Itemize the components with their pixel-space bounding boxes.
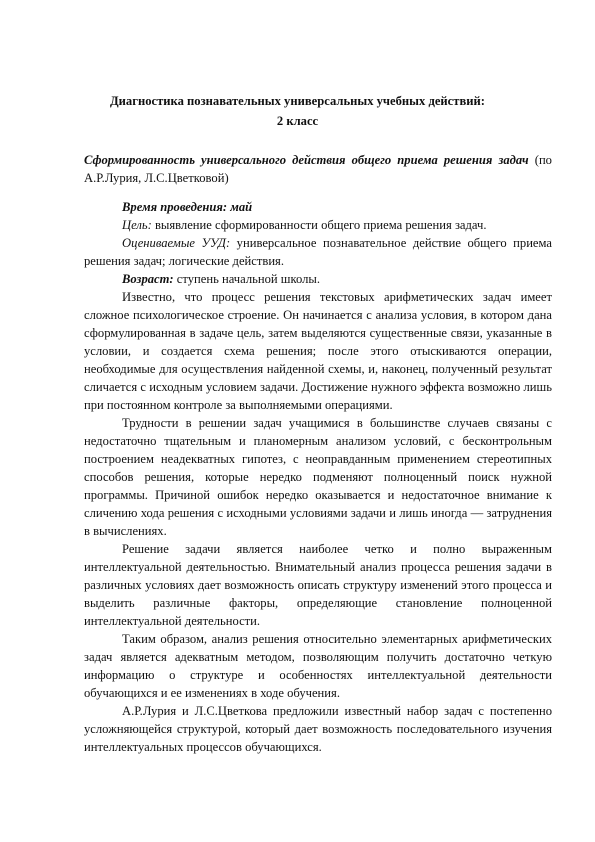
time-label: Время проведения: bbox=[122, 200, 228, 214]
uud-label: Оцениваемые УУД: bbox=[122, 236, 231, 250]
age-label: Возраст: bbox=[122, 272, 174, 286]
goal-line bbox=[84, 216, 552, 234]
goal-label: Цель: bbox=[122, 218, 152, 232]
body-text bbox=[84, 288, 552, 756]
paragraph: Таким образом, анализ решения относительно элементарных арифметических задач является адекватным методом, позволяющим получить достаточно четкую информацию о структуре и особенностях интеллектуальной деятельности обучающихся и ее изменениях в ходе обучения. bbox=[84, 632, 552, 700]
time-line bbox=[84, 198, 552, 216]
meta-block bbox=[84, 198, 552, 288]
paragraph: Решение задачи является наиболее четко и полно выраженным интеллектуальной деятельностью. Внимательный анализ процесса решения задачи в различных условиях дает возможность описать структуру изменений этого процесса и выделить различные факторы, определяющие становление полноценной интеллектуальной деятельности. bbox=[84, 542, 552, 628]
page-title: Диагностика познавательных универсальных учебных действий: bbox=[110, 94, 485, 108]
paragraph: Известно, что процесс решения текстовых арифметических задач имеет сложное психологическое строение. Он начинается с анализа условия, в котором дана сформулированная в задаче цель, затем выделяются существенные связи, указанные в условии, и создается схема решения; после этого отыскиваются операции, необходимые для осуществления найденной схемы, и, наконец, полученный результат сличается с исходным условием задачи. Достижение нужного эффекта возможно лишь при постоянном контроле за выполняемыми операциями. bbox=[84, 290, 552, 412]
age-line bbox=[84, 270, 552, 288]
subtitle-italic: Сформированность универсального действия общего приема решения задач bbox=[84, 153, 529, 167]
paragraph: А.Р.Лурия и Л.С.Цветкова предложили известный набор задач с постепенно усложняющейся структурой, который дает возможность последовательного изучения интеллектуальных процессов обучающихся. bbox=[84, 704, 552, 754]
paragraph: Трудности в решении задач учащимися в большинстве случаев связаны с недостаточно тщательным и планомерным анализом условий, с бесконтрольным построением неадекватных гипотез, с неоправданным применением стереотипных способов решения, которые нередко подменяют полноценный поиск нужной программы. Причиной ошибок нередко оказывается и недостаточное внимание к сличению хода решения с исходными условиями задачи и лишь иногда — затруднения в вычислениях. bbox=[84, 416, 552, 538]
subtitle-author: (по А.Р.Лурия, Л.С.Цветковой) bbox=[84, 153, 552, 185]
uud-value: универсальное познавательное действие общего приема решения задач; логические действия. bbox=[84, 236, 552, 268]
uud-line bbox=[84, 234, 552, 270]
subtitle bbox=[84, 151, 552, 187]
grade-heading: 2 класс bbox=[276, 114, 319, 128]
time-value: май bbox=[227, 200, 253, 214]
goal-value: выявление сформированности общего приема решения задач. bbox=[151, 218, 487, 232]
age-value: ступень начальной школы. bbox=[173, 272, 320, 286]
